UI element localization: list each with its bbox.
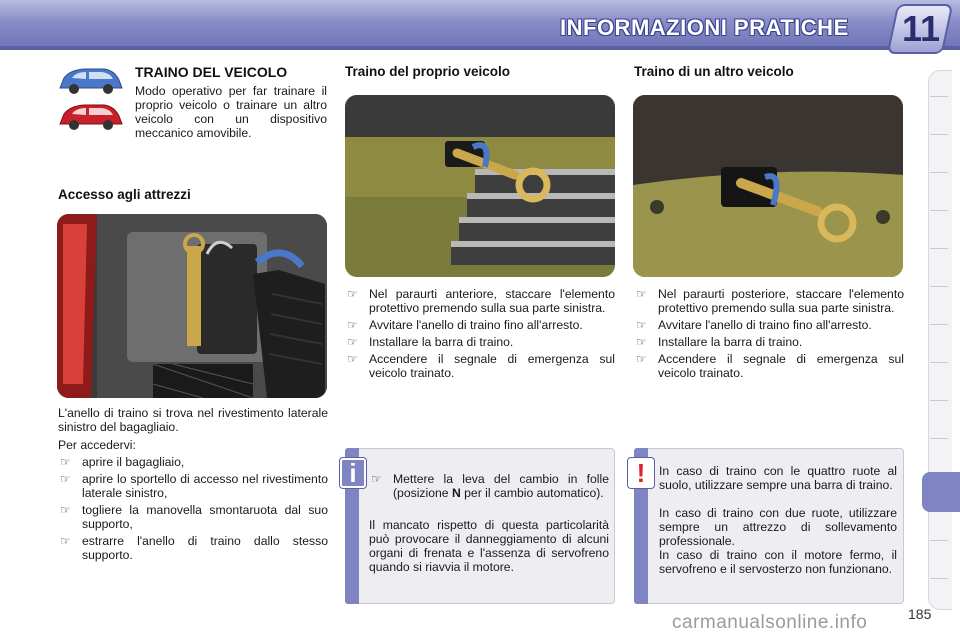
list-item xyxy=(634,352,904,380)
active-chapter-tab[interactable] xyxy=(922,472,960,512)
tab-divider xyxy=(930,400,948,401)
list-item xyxy=(58,455,328,469)
tab-divider xyxy=(930,172,948,173)
step-text: aprire il bagagliaio, xyxy=(82,455,185,469)
blue-car-icon xyxy=(56,64,126,98)
list-item xyxy=(634,287,904,315)
chapter-number: 11 xyxy=(901,8,941,49)
step-text: Avvitare l'anello di traino fino all'arresto. xyxy=(658,318,872,332)
pointing-finger-icon: ☞ xyxy=(347,352,358,366)
front-bumper-photo xyxy=(345,95,615,277)
pointing-finger-icon: ☞ xyxy=(347,287,358,301)
pointing-finger-icon: ☞ xyxy=(60,534,71,548)
step-text: Installare la barra di traino. xyxy=(369,335,514,349)
chapter-tab-strip xyxy=(928,70,952,610)
trunk-photo xyxy=(57,214,327,398)
page-number: 185 xyxy=(908,606,932,622)
section-title: TRAINO DEL VEICOLO xyxy=(135,64,288,80)
tab-divider xyxy=(930,286,948,287)
rear-tow-title: Traino di un altro veicolo xyxy=(634,64,794,79)
step-text: Installare la barra di traino. xyxy=(658,335,803,349)
tab-divider xyxy=(930,362,948,363)
rear-tow-steps xyxy=(634,287,904,383)
page-title: INFORMAZIONI PRATICHE xyxy=(560,15,849,40)
info-bullet-text: per il cambio automatico). xyxy=(460,486,604,500)
list-item xyxy=(345,318,615,332)
pointing-finger-icon: ☞ xyxy=(347,318,358,332)
tab-divider xyxy=(930,248,948,249)
info-bullet-text: Mettere la leva del cambio in folle (posizione xyxy=(393,472,609,500)
list-item xyxy=(58,503,328,531)
rear-bumper-photo xyxy=(633,95,903,277)
step-text: Avvitare l'anello di traino fino all'arresto. xyxy=(369,318,583,332)
step-text: togliere la manovella smontaruota dal suo supporto, xyxy=(82,503,328,531)
tools-title: Accesso agli attrezzi xyxy=(58,187,191,202)
list-item xyxy=(634,318,904,332)
access-steps xyxy=(58,455,328,565)
access-intro: Per accedervi: xyxy=(58,438,136,452)
tab-divider xyxy=(930,438,948,439)
list-item xyxy=(345,335,615,349)
front-tow-steps xyxy=(345,287,615,383)
tab-divider xyxy=(930,96,948,97)
info-icon: i xyxy=(340,458,366,488)
step-text: Accendere il segnale di emergenza sul veicolo trainato. xyxy=(658,352,904,380)
tools-text: L'anello di traino si trova nel rivestimento laterale sinistro del bagagliaio. xyxy=(58,406,328,434)
step-text: Nel paraurti anteriore, staccare l'elemento protettivo premendo sulla sua parte sinistra. xyxy=(369,287,615,315)
list-item xyxy=(58,534,328,562)
intro-text: Modo operativo per far trainare il proprio veicolo o trainare un altro veicolo con un dispositivo meccanico amovibile. xyxy=(135,84,327,140)
list-item xyxy=(345,287,615,315)
info-text: Il mancato rispetto di questa particolarità può provocare il danneggiamento di alcuni organi di frenata e l'assenza di servofreno quando si riavvia il motore. xyxy=(369,518,609,574)
info-bullet xyxy=(369,472,609,500)
pointing-finger-icon: ☞ xyxy=(636,335,647,349)
warning-text-1: In caso di traino con le quattro ruote al suolo, utilizzare sempre una barra di traino. xyxy=(659,464,897,492)
warning-text-3: In caso di traino con il motore fermo, il servofreno e il servosterzo non funzionano. xyxy=(659,548,897,576)
header-divider xyxy=(0,46,960,50)
watermark: carmanualsonline.info xyxy=(672,612,868,633)
pointing-finger-icon: ☞ xyxy=(60,503,71,517)
tab-divider xyxy=(930,324,948,325)
warning-icon: ! xyxy=(628,458,654,488)
step-text: estrarre l'anello di traino dallo stesso supporto. xyxy=(82,534,328,562)
red-car-icon xyxy=(56,100,126,134)
tab-divider xyxy=(930,578,948,579)
tab-divider xyxy=(930,540,948,541)
tab-divider xyxy=(930,134,948,135)
warning-text-2: In caso di traino con due ruote, utilizzare sempre un attrezzo di sollevamento professionale. xyxy=(659,506,897,548)
pointing-finger-icon: ☞ xyxy=(636,352,647,366)
step-text: aprire lo sportello di accesso nel rivestimento laterale sinistro, xyxy=(82,472,328,500)
pointing-finger-icon: ☞ xyxy=(60,455,71,469)
step-text: Nel paraurti posteriore, staccare l'elemento protettivo premendo sulla sua parte sinistra. xyxy=(658,287,904,315)
gear-position: N xyxy=(451,486,461,500)
step-text: Accendere il segnale di emergenza sul veicolo trainato. xyxy=(369,352,615,380)
pointing-finger-icon: ☞ xyxy=(636,318,647,332)
pointing-finger-icon: ☞ xyxy=(636,287,647,301)
pointing-finger-icon: ☞ xyxy=(60,472,71,486)
pointing-finger-icon: ☞ xyxy=(347,335,358,349)
front-tow-title: Traino del proprio veicolo xyxy=(345,64,511,79)
list-item xyxy=(634,335,904,349)
list-item xyxy=(345,352,615,380)
tab-divider xyxy=(930,210,948,211)
pointing-finger-icon: ☞ xyxy=(371,472,382,486)
list-item xyxy=(58,472,328,500)
